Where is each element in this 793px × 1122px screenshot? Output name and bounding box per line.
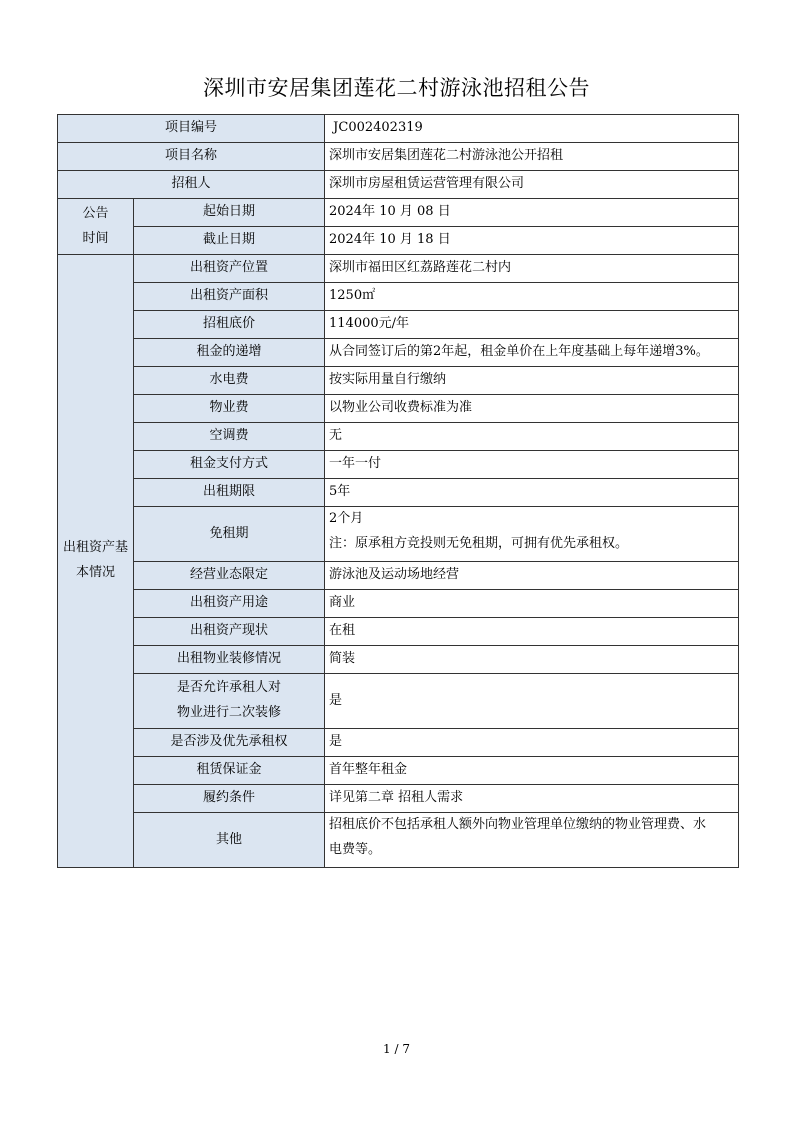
page-title: 深圳市安居集团莲花二村游泳池招租公告 xyxy=(203,76,590,100)
lessor-label: 招租人 xyxy=(58,171,325,199)
table-row xyxy=(58,674,739,729)
end-date-value: 2024年 10 月 18 日 xyxy=(325,227,739,255)
table-row xyxy=(58,507,739,562)
asset-group-line1: 出租资产基 xyxy=(62,540,128,556)
notice-time-group-line2: 时间 xyxy=(82,230,109,246)
asset-value: 以物业公司收费标准为准 xyxy=(325,395,739,423)
table-row xyxy=(58,451,739,479)
start-date-value: 2024年 10 月 08 日 xyxy=(325,199,739,227)
project-no-label: 项目编号 xyxy=(58,115,325,143)
free-rent-value xyxy=(325,507,739,562)
asset-label: 空调费 xyxy=(134,423,325,451)
table-row xyxy=(58,115,739,143)
asset-label: 租金的递增 xyxy=(134,339,325,367)
asset-value: 按实际用量自行缴纳 xyxy=(325,367,739,395)
asset-label: 出租资产位置 xyxy=(134,255,325,283)
asset-label: 出租资产面积 xyxy=(134,283,325,311)
asset-value: 首年整年租金 xyxy=(325,757,739,785)
other-label: 其他 xyxy=(134,813,325,868)
table-row xyxy=(58,729,739,757)
notice-time-group xyxy=(58,199,134,255)
asset-label: 租赁保证金 xyxy=(134,757,325,785)
table-row xyxy=(58,255,739,283)
table-row xyxy=(58,199,739,227)
asset-value: 是 xyxy=(325,729,739,757)
table-row xyxy=(58,227,739,255)
table-row xyxy=(58,395,739,423)
asset-value: 在租 xyxy=(325,618,739,646)
table-row xyxy=(58,562,739,590)
renovation-value: 是 xyxy=(325,674,739,729)
other-value xyxy=(325,813,739,868)
asset-value: 1250㎡ xyxy=(325,283,739,311)
asset-value: 114000元/年 xyxy=(325,311,739,339)
table-row xyxy=(58,339,739,367)
table-row xyxy=(58,311,739,339)
asset-value: 简装 xyxy=(325,646,739,674)
table-row xyxy=(58,785,739,813)
asset-label: 水电费 xyxy=(134,367,325,395)
asset-label: 出租资产现状 xyxy=(134,618,325,646)
renovation-label xyxy=(134,674,325,729)
free-rent-value-line2: 注：原承租方竞投则无免租期，可拥有优先承租权。 xyxy=(329,535,629,551)
asset-label: 租金支付方式 xyxy=(134,451,325,479)
asset-value: 深圳市福田区红荔路莲花二村内 xyxy=(325,255,739,283)
table-row xyxy=(58,423,739,451)
end-date-label: 截止日期 xyxy=(134,227,325,255)
asset-label: 出租期限 xyxy=(134,479,325,507)
asset-value: 从合同签订后的第2年起，租金单价在上年度基础上每年递增3%。 xyxy=(325,339,739,367)
free-rent-label: 免租期 xyxy=(134,507,325,562)
table-row xyxy=(58,479,739,507)
table-row xyxy=(58,590,739,618)
asset-label: 经营业态限定 xyxy=(134,562,325,590)
asset-label: 物业费 xyxy=(134,395,325,423)
table-row xyxy=(58,646,739,674)
asset-label: 出租资产用途 xyxy=(134,590,325,618)
asset-label: 出租物业装修情况 xyxy=(134,646,325,674)
table-row xyxy=(58,171,739,199)
asset-label: 招租底价 xyxy=(134,311,325,339)
table-row xyxy=(58,757,739,785)
table-row xyxy=(58,283,739,311)
project-no-value: JC002402319 xyxy=(325,115,739,143)
table-row xyxy=(58,813,739,868)
project-name-label: 项目名称 xyxy=(58,143,325,171)
other-value-line1: 招租底价不包括承租人额外向物业管理单位缴纳的物业管理费、水 xyxy=(329,817,707,832)
other-value-line2: 电费等。 xyxy=(329,841,382,857)
page-number: 1 / 7 xyxy=(383,1042,410,1056)
table-row xyxy=(58,618,739,646)
renovation-label-line1: 是否允许承租人对 xyxy=(177,680,282,696)
notice-time-group-line1: 公告 xyxy=(82,205,109,221)
info-table xyxy=(57,114,739,868)
table-row xyxy=(58,143,739,171)
project-name-value: 深圳市安居集团莲花二村游泳池公开招租 xyxy=(325,143,739,171)
start-date-label: 起始日期 xyxy=(134,199,325,227)
free-rent-value-line1: 2个月 xyxy=(329,511,364,526)
asset-value: 5年 xyxy=(325,479,739,507)
table-row xyxy=(58,367,739,395)
lessor-value: 深圳市房屋租赁运营管理有限公司 xyxy=(325,171,739,199)
asset-value: 一年一付 xyxy=(325,451,739,479)
asset-value: 商业 xyxy=(325,590,739,618)
asset-value: 详见第二章 招租人需求 xyxy=(325,785,739,813)
asset-group xyxy=(58,255,134,868)
renovation-label-line2: 物业进行二次装修 xyxy=(177,705,282,720)
asset-label: 履约条件 xyxy=(134,785,325,813)
asset-group-line2: 本情况 xyxy=(75,565,115,580)
asset-label: 是否涉及优先承租权 xyxy=(134,729,325,757)
asset-value: 游泳池及运动场地经营 xyxy=(325,562,739,590)
asset-value: 无 xyxy=(325,423,739,451)
